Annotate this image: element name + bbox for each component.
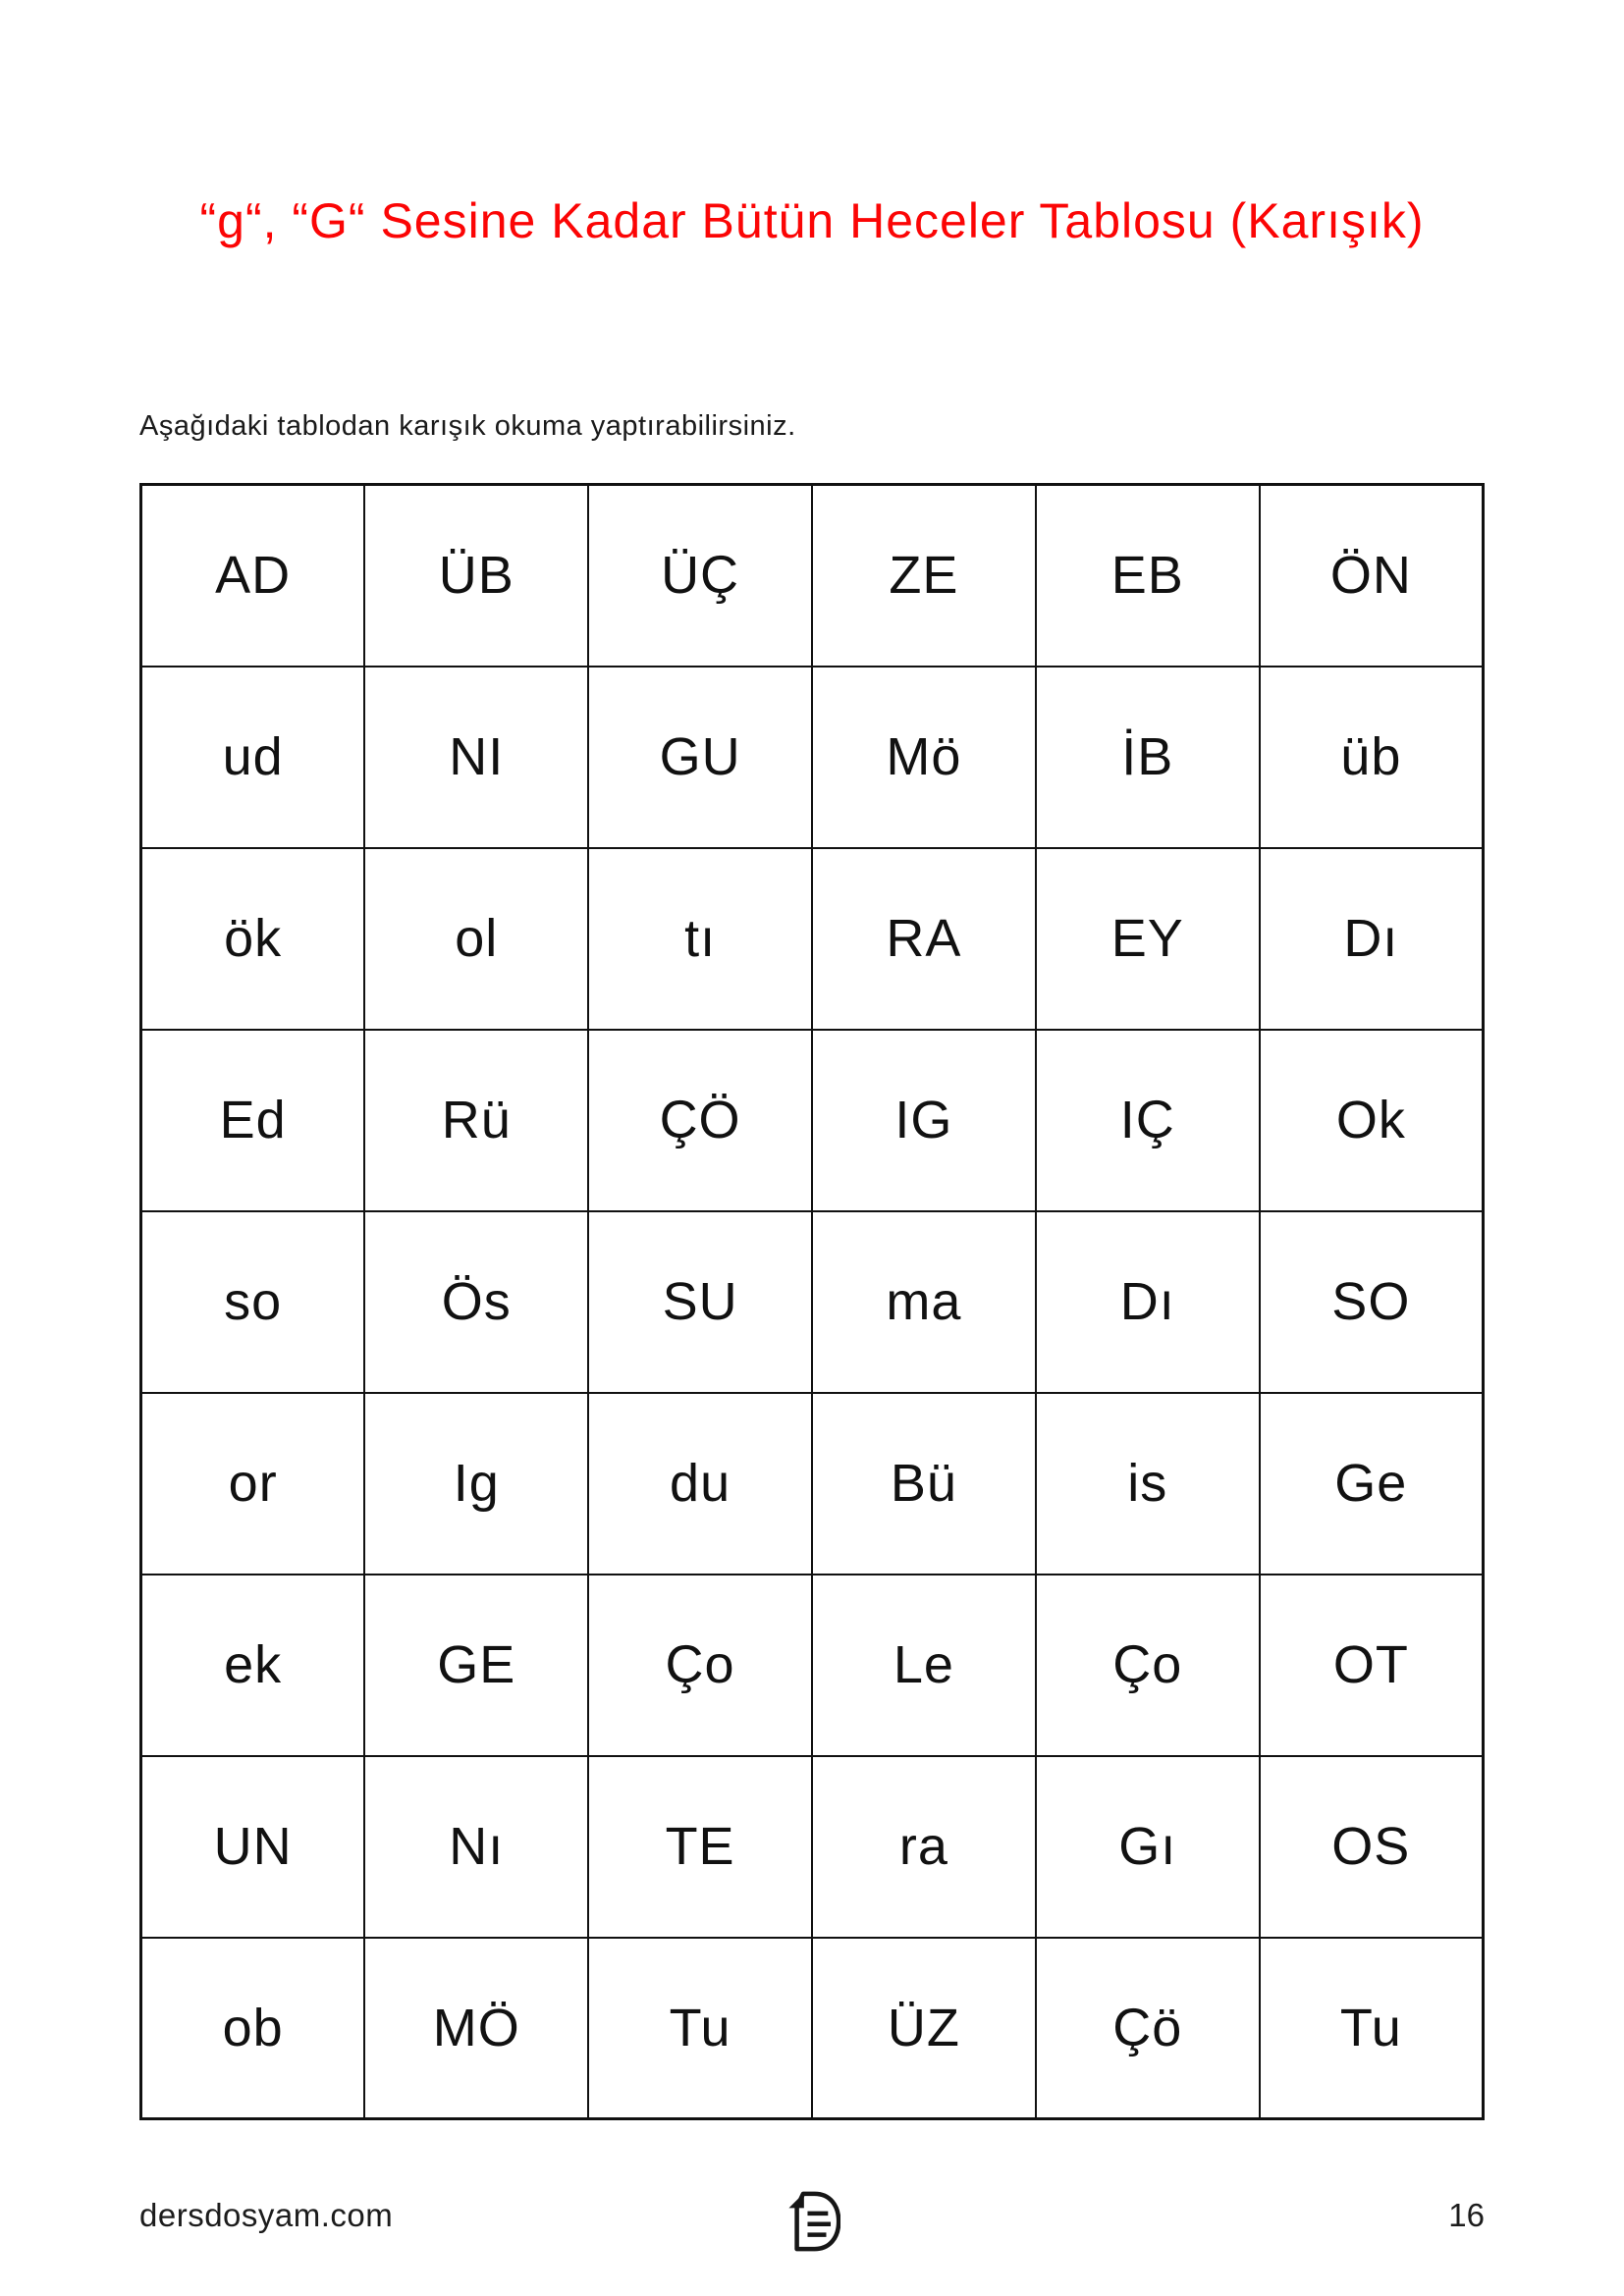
syllable-cell: ma xyxy=(812,1211,1036,1393)
syllable-cell: Ge xyxy=(1260,1393,1484,1575)
table-row xyxy=(141,1756,1484,1938)
syllable-cell: Dı xyxy=(1036,1211,1260,1393)
table-row xyxy=(141,1211,1484,1393)
syllable-cell: Gı xyxy=(1036,1756,1260,1938)
table-row xyxy=(141,485,1484,667)
table-row xyxy=(141,667,1484,848)
table-row xyxy=(141,1938,1484,2119)
syllable-cell: Nı xyxy=(364,1756,588,1938)
table-row xyxy=(141,1393,1484,1575)
table-row xyxy=(141,1575,1484,1756)
syllable-cell: ÜÇ xyxy=(588,485,812,667)
syllable-cell: Ös xyxy=(364,1211,588,1393)
syllable-cell: ÇÖ xyxy=(588,1030,812,1211)
syllable-cell: IÇ xyxy=(1036,1030,1260,1211)
syllable-cell: Ço xyxy=(588,1575,812,1756)
syllable-cell: ÜB xyxy=(364,485,588,667)
page-footer xyxy=(139,2197,1485,2234)
syllable-cell: du xyxy=(588,1393,812,1575)
syllable-cell: TE xyxy=(588,1756,812,1938)
syllable-cell: ob xyxy=(141,1938,365,2119)
syllable-cell: üb xyxy=(1260,667,1484,848)
table-row xyxy=(141,848,1484,1030)
syllable-cell: Tu xyxy=(1260,1938,1484,2119)
syllable-cell: so xyxy=(141,1211,365,1393)
syllable-cell: EB xyxy=(1036,485,1260,667)
syllable-cell: OT xyxy=(1260,1575,1484,1756)
syllable-cell: SU xyxy=(588,1211,812,1393)
syllable-cell: ek xyxy=(141,1575,365,1756)
syllable-cell: Ed xyxy=(141,1030,365,1211)
syllable-cell: İB xyxy=(1036,667,1260,848)
syllable-cell: tı xyxy=(588,848,812,1030)
syllable-cell: or xyxy=(141,1393,365,1575)
syllable-cell: is xyxy=(1036,1393,1260,1575)
instruction-text: Aşağıdaki tablodan karışık okuma yaptırabilirsiniz. xyxy=(139,410,796,442)
syllable-cell: Le xyxy=(812,1575,1036,1756)
syllable-cell: Rü xyxy=(364,1030,588,1211)
syllable-cell: IG xyxy=(812,1030,1036,1211)
syllable-cell: Ok xyxy=(1260,1030,1484,1211)
syllable-cell: ÜZ xyxy=(812,1938,1036,2119)
syllable-cell: Dı xyxy=(1260,848,1484,1030)
syllable-cell: Mö xyxy=(812,667,1036,848)
syllable-cell: GU xyxy=(588,667,812,848)
syllable-cell: Ig xyxy=(364,1393,588,1575)
syllable-cell: AD xyxy=(141,485,365,667)
syllable-cell: ud xyxy=(141,667,365,848)
syllable-cell: ol xyxy=(364,848,588,1030)
syllable-cell: GE xyxy=(364,1575,588,1756)
page-title: “g“, “G“ Sesine Kadar Bütün Heceler Tablosu (Karışık) xyxy=(199,193,1425,248)
syllable-cell: ZE xyxy=(812,485,1036,667)
syllable-cell: NI xyxy=(364,667,588,848)
syllable-cell: Ço xyxy=(1036,1575,1260,1756)
syllable-cell: ÖN xyxy=(1260,485,1484,667)
document-icon xyxy=(784,2189,840,2259)
syllable-cell: SO xyxy=(1260,1211,1484,1393)
syllable-cell: Bü xyxy=(812,1393,1036,1575)
syllable-cell: ök xyxy=(141,848,365,1030)
syllable-cell: MÖ xyxy=(364,1938,588,2119)
page-number: 16 xyxy=(1448,2197,1485,2233)
syllable-cell: OS xyxy=(1260,1756,1484,1938)
syllable-cell: EY xyxy=(1036,848,1260,1030)
footer-site-name: dersdosyam.com xyxy=(139,2197,394,2233)
table-row xyxy=(141,1030,1484,1211)
syllable-cell: UN xyxy=(141,1756,365,1938)
syllable-cell: Tu xyxy=(588,1938,812,2119)
syllable-table xyxy=(139,483,1485,2120)
syllable-cell: RA xyxy=(812,848,1036,1030)
syllable-cell: ra xyxy=(812,1756,1036,1938)
syllable-cell: Çö xyxy=(1036,1938,1260,2119)
